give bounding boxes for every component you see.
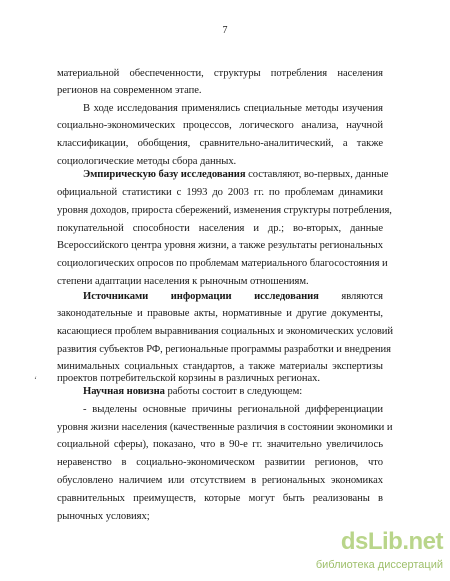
text-run: составляют, во-первых, данные bbox=[245, 169, 389, 180]
text-line: Всероссийского центра уровня жизни, а также результаты региональных bbox=[57, 240, 383, 251]
text-run: являются bbox=[318, 291, 384, 302]
text-line: развития субъектов РФ, региональные программы разработки и внедрения bbox=[57, 344, 391, 355]
heading-empirical: Эмпирическую базу исследования bbox=[83, 169, 246, 180]
text-run: работы состоит в следующем: bbox=[164, 386, 303, 397]
text-line: классификации, обобщения, сравнительно-аналитический, а также bbox=[57, 138, 383, 149]
text-line: социологических опросов по проблемам материального благосостояния и bbox=[57, 258, 388, 269]
page-number: 7 bbox=[222, 25, 228, 36]
watermark-subtitle: библиотека диссертаций bbox=[315, 559, 443, 571]
margin-mark: ‘ bbox=[34, 375, 37, 385]
text-line: В ходе исследования применялись специальные методы изучения bbox=[83, 103, 383, 114]
watermark-logo: dsLib.net bbox=[340, 528, 443, 555]
heading-sources: Источниками информации исследования bbox=[83, 291, 319, 302]
text-line: степени адаптации населения к рыночным отношениям. bbox=[57, 276, 309, 287]
text-line: социологические методы сбора данных. bbox=[57, 156, 237, 167]
heading-novelty: Научная новизна bbox=[83, 386, 165, 397]
text-line: - выделены основные причины региональной дифференциации bbox=[83, 404, 383, 415]
text-line bbox=[83, 168, 389, 181]
text-line: официальной статистики с 1993 до 2003 гг. по проблемам динамики bbox=[57, 187, 383, 198]
text-line: социально-экономических процессов, логического анализа, научной bbox=[57, 120, 383, 131]
text-line: касающиеся проблем выравнивания социальных и экономических условий bbox=[57, 326, 394, 337]
text-line: материальной обеспеченности, структуры потребления населения bbox=[57, 68, 383, 79]
text-line: покупательной способности населения и др.; во-вторых, данные bbox=[57, 223, 383, 234]
text-line: социальной сферы), показано, что в 90-е гг. значительно увеличилось bbox=[57, 439, 383, 450]
watermark bbox=[315, 528, 443, 574]
text-line: рыночных условиях; bbox=[57, 511, 150, 522]
text-line: проектов потребительской корзины в различных регионах. bbox=[57, 373, 320, 384]
text-line: неравенство в социально-экономическом развитии регионов, что bbox=[57, 457, 383, 468]
text-line: уровня доходов, прироста сбережений, изменения структуры потребления, bbox=[57, 205, 392, 216]
text-line: сравнительных преимуществ, которые могут быть реализованы в bbox=[57, 493, 383, 504]
text-line: обусловлено наличием или отсутствием в региональных экономиках bbox=[57, 475, 383, 486]
text-line bbox=[83, 385, 383, 398]
text-line: законодательные и правовые акты, нормативные и другие документы, bbox=[57, 308, 383, 319]
text-line: минимальных социальных стандартов, а также материалы экспертизы bbox=[57, 361, 383, 372]
text-line: уровня жизни населения (качественные различия в состоянии экономики и bbox=[57, 422, 393, 433]
text-line: регионов на современном этапе. bbox=[57, 85, 202, 96]
text-line bbox=[83, 290, 383, 303]
